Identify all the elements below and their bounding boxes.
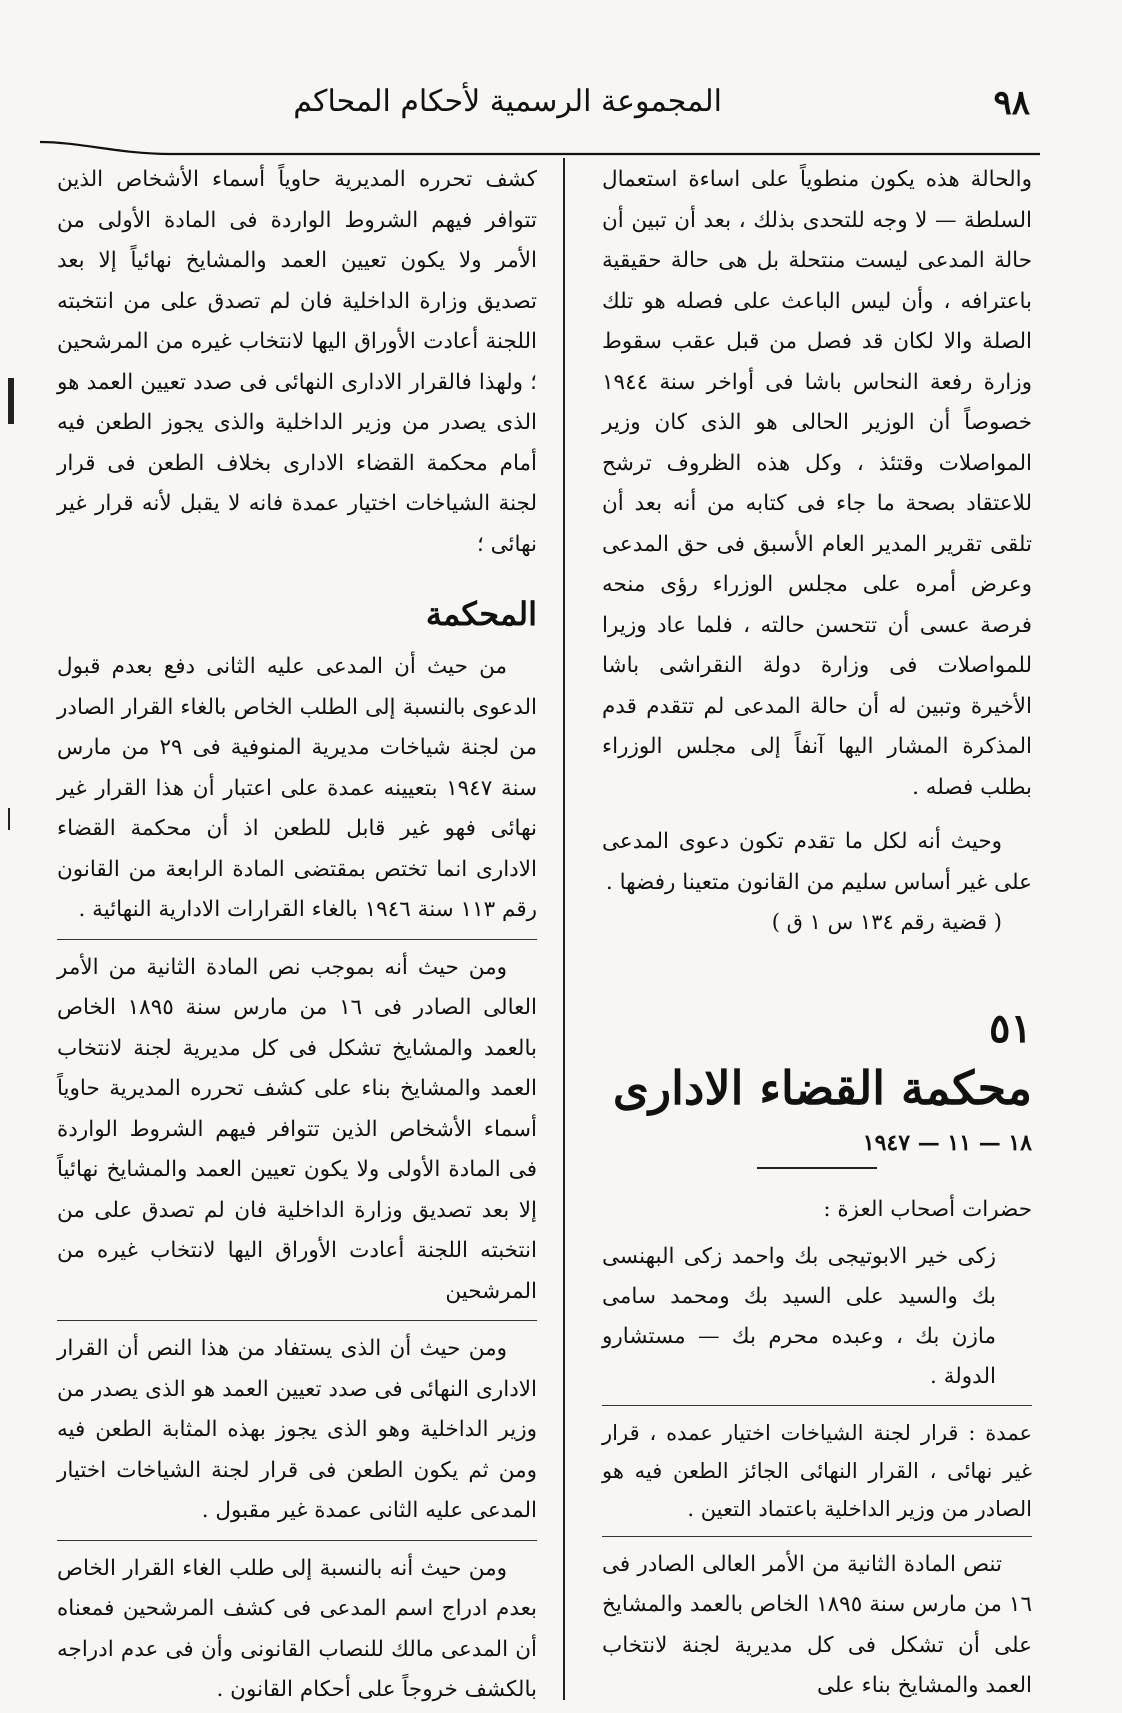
column-divider <box>563 158 565 1700</box>
paragraph-divider <box>57 1540 537 1541</box>
paragraph-divider <box>57 939 537 940</box>
left-column <box>57 160 538 1703</box>
section-divider <box>602 1536 1032 1537</box>
section-heading-court: المحكمة <box>425 595 537 633</box>
judges-title: حضرات أصحاب العزة : <box>823 1196 1032 1222</box>
paragraph-divider <box>57 1320 537 1321</box>
running-header-title: المجموعة الرسمية لأحكام المحاكم <box>293 84 722 119</box>
section-divider <box>602 1405 1032 1406</box>
margin-mark <box>8 378 14 424</box>
body-paragraph: تنص المادة الثانية من الأمر العالى الصادر فى ١٦ من مارس سنة ١٨٩٥ الخاص بالعمد والمشايخ على أن تشكل فى كل مديرية لجنة لانتخاب العمد والمشايخ بناء على <box>602 1551 1032 1699</box>
judges-list: زكى خير الابوتيجى بك واحمد زكى البهنسى بك والسيد على السيد بك ومحمد سامى مازن بك ، وعبده محرم بك — مستشارو الدولة . <box>602 1243 996 1389</box>
case-citation: ( قضية رقم ١٣٤ س ١ ق ) <box>771 910 1002 934</box>
margin-mark <box>8 808 10 830</box>
body-paragraph: وحيث أنه لكل ما تقدم تكون دعوى المدعى على غير أساس سليم من القانون متعينا رفضها . <box>602 829 1032 895</box>
court-name: محكمة القضاء الادارى <box>612 1061 1032 1115</box>
body-paragraph: والحالة هذه يكون منطوياً على اساءة استعمال السلطة — لا وجه للتحدى بذلك ، بعد أن تبين أن حالة المدعى ليست منتحلة بل هى حالة حقيقية باعترافه ، وأن ليس الباعث على فصله هو تلك الصلة والا لكان قد فصل من قبل عقب سقوط وزارة رفعة النحاس باشا فى أواخر سنة ١٩٤٤ خصوصاً أن الوزير الحالى هو الذى كان وزير المواصلات وقتئذ ، وكل هذه الظروف ترشح للاعتقاد بصحة ما جاء فى كتابه من أنه بعد أن تلقى تقرير المدير العام الأسبق فى حق المدعى وعرض أمره على مجلس الوزراء رؤى منحه فرصة عسى أن تتحسن حالته ، فلما عاد وزيرا للمواصلات فى وزارة دولة النقراشى باشا الأخيرة وتبين له أن حالة المدعى لم تتقدم قدم المذكرة المشار اليها آنفاً إلى مجلس الوزراء بطلب فصله . <box>602 167 1032 800</box>
body-paragraph: ومن حيث أنه بموجب نص المادة الثانية من الأمر العالى الصادر فى ١٦ من مارس سنة ١٨٩٥ الخاص بالعمد والمشايخ تشكل فى كل مديرية لجنة لانتخاب العمد والمشايخ بناء على كشف تحرره المديرية حاوياً أسماء الأشخاص الذين تتوافر فيهم الشروط الواردة فى المادة الأولى ولا يكون تعيين العمد والمشايخ نهائياً إلا بعد تصديق وزارة الداخلية فان لم تصدق على من انتخبته اللجنة أعادت الأوراق اليها لانتخاب غيره من المرشحين <box>57 954 538 1304</box>
judgment-date: ١٨ — ١١ — ١٩٤٧ <box>862 1130 1032 1157</box>
body-paragraph: ومن حيث أنه بالنسبة إلى طلب الغاء القرار الخاص بعدم ادراج اسم المدعى فى كشف المرشحين فمعناه أن المدعى مالك للنصاب القانونى وأن فى عدم ادراجه بالكشف خروجاً على أحكام القانون . <box>57 1555 537 1703</box>
judgment-number: ٥١ <box>989 1005 1032 1052</box>
headnote: عمدة : قرار لجنة الشياخات اختيار عمده ، قرار غير نهائى ، القرار النهائى الجائز الطعن فيه هو الصادر من وزير الداخلية باعتماد التعين . <box>602 1420 1032 1521</box>
right-column <box>602 160 1032 1699</box>
body-paragraph: ومن حيث أن الذى يستفاد من هذا النص أن القرار الادارى النهائى فى صدد تعيين العمد هو الذى يصدر من وزير الداخلية وهو الذى يجوز بهذه المثابة الطعن فيه ومن ثم يكون الطعن فى قرار لجنة الشياخات اختيار المدعى عليه الثانى عمدة غير مقبول . <box>57 1336 537 1524</box>
date-underline <box>757 1167 877 1169</box>
body-paragraph: كشف تحرره المديرية حاوياً أسماء الأشخاص الذين تتوافر فيهم الشروط الواردة فى المادة الأولى من الأمر ولا يكون تعيين العمد والمشايخ نهائياً إلا بعد تصديق وزارة الداخلية فان لم تصدق على من انتخبته اللجنة أعادت الأوراق اليها لانتخاب غيره من المرشحين ؛ ولهذا فالقرار الادارى النهائى فى صدد تعيين العمد هو الذى يصدر من وزير الداخلية والذى يجوز الطعن فيه أمام محكمة القضاء الادارى بخلاف الطعن فى قرار لجنة الشياخات اختيار عمدة فانه لا يقبل لأنه قرار غير نهائى ؛ <box>57 167 537 557</box>
header-rule <box>40 138 1040 158</box>
page-number: ٩٨ <box>993 83 1030 123</box>
body-paragraph: من حيث أن المدعى عليه الثانى دفع بعدم قبول الدعوى بالنسبة إلى الطلب الخاص بالغاء القرار الصادر من لجنة شياخات مديرية المنوفية فى ٢٩ من مارس سنة ١٩٤٧ بتعيينه عمدة على اعتبار أن هذا القرار غير نهائى فهو غير قابل للطعن اذ أن محكمة القضاء الادارى انما تختص بمقتضى المادة الرابعة من القانون رقم ١١٣ سنة ١٩٤٦ بالغاء القرارات الادارية النهائية . <box>57 654 538 923</box>
